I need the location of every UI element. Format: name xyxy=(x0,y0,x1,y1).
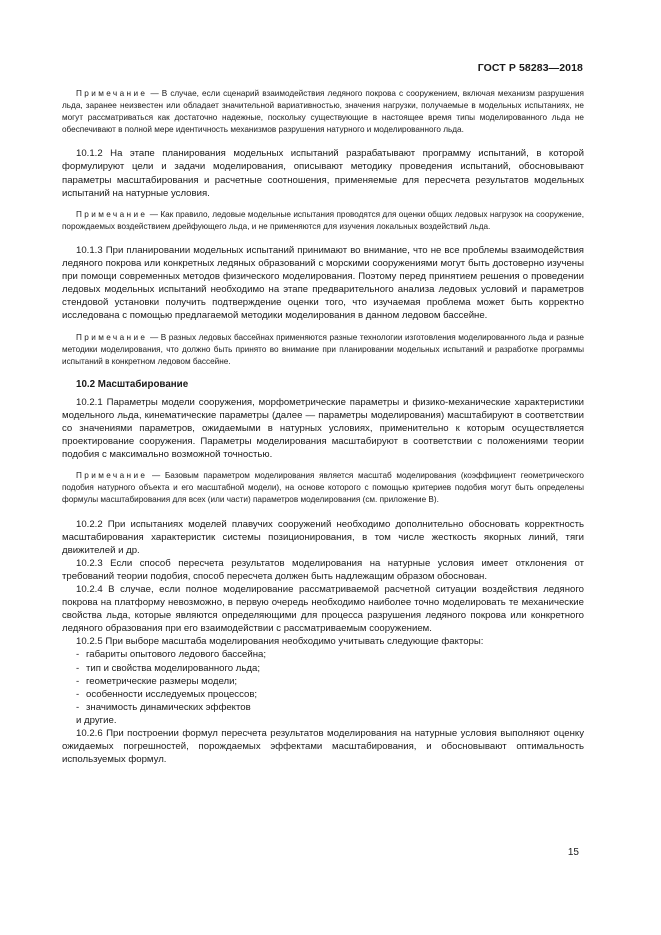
clause-10-2-4: 10.2.4 В случае, если полное моделирование рассматриваемой расчетной ситуации воздействия ледяного покрова на платформу невозможно, в первую очередь необходимо наиболее точно моделировать те механические свойства льда, которые являются определяющими для процесса разрушения ледяного покрова или конкретного ледяного образования при его взаимодействии с рассматриваемым сооружением. xyxy=(62,584,584,635)
clause-10-2-5: 10.2.5 При выборе масштаба моделирования необходимо учитывать следующие факторы: xyxy=(76,636,484,648)
note-3: Примечание — В разных ледовых бассейнах применяются разные технологии изготовления моделированного льда и разные методики моделирования, что должно быть принято во внимание при планировании модельных испытаний и разработке программы испытаний в конкретном ледовом бассейне. xyxy=(62,332,584,366)
clause-10-2-3: 10.2.3 Если способ пересчета результатов моделирования на натурные условия имеет отклонения от требований теории подобия, способ пересчета должен быть надлежащим образом обоснован. xyxy=(62,557,584,582)
list-item: - габариты опытового ледового бассейна; xyxy=(76,649,267,661)
page-content xyxy=(62,88,584,766)
factors-tail: и другие. xyxy=(76,714,117,726)
page-number: 15 xyxy=(567,847,579,858)
note-text: Базовым параметром моделирования является масштаб моделирования (коэффициент геометрического подобия натурного объекта и его масштабной модели), на основе которого с помощью критериев подобия могут быть определены формулы масштабирования для всех (или части) параметров моделирования (см. приложение В). xyxy=(62,471,584,505)
note-label: Примечание xyxy=(76,89,148,98)
clause-10-2-2: 10.2.2 При испытаниях моделей плавучих сооружений необходимо дополнительно обосновать корректность масштабирования характеристик системы позиционирования, в том числе жесткость якорных линий, тяги движителей и др. xyxy=(62,518,584,556)
clause-10-2-6: 10.2.6 При построении формул пересчета результатов моделирования на натурные условия выполняют оценку ожидаемых погрешностей, порождаемых эффектами масштабирования, и обосновывают оптимальность используемых формул. xyxy=(62,728,584,766)
note-4: Примечание — Базовым параметром моделирования является масштаб моделирования (коэффициент геометрического подобия натурного объекта и его масштабной модели), на основе которого с помощью критериев подобия могут быть определены формулы масштабирования для всех (или части) параметров моделирования (см. приложение В). xyxy=(62,471,584,505)
note-text: В случае, если сценарий взаимодействия ледяного покрова с сооружением, включая механизм разрушения льда, заранее неизвестен или обладает значительной вариативностью, значения нагрузки, получаемые в модельных испытаниях, не могут рассматриваться как достаточно надежные, поскольку существующие в настоящее время типы моделированного льда не обеспечивают в полной мере идентичность механизмов разрушения натурного и моделированного льда. xyxy=(62,89,584,135)
section-heading-10-2: 10.2 Масштабирование xyxy=(76,378,189,390)
clause-10-1-2: 10.1.2 На этапе планирования модельных испытаний разрабатывают программу испытаний, в которой формулируют цели и задачи моделирования, описывают методику проведения испытаний, обосновывают параметры масштабирования и расчетные соотношения, применяемые для пересчета результатов модельных испытаний на натурные условия. xyxy=(62,148,584,199)
note-label: Примечание xyxy=(76,471,148,481)
note-label: Примечание xyxy=(76,332,148,342)
list-item: - значимость динамических эффектов xyxy=(76,701,251,713)
list-item: - геометрические размеры модели; xyxy=(76,675,238,687)
note-label: Примечание xyxy=(76,209,148,219)
clause-10-2-1: 10.2.1 Параметры модели сооружения, морфометрические параметры и физико-механические характеристики модельного льда, кинематические параметры (далее — параметры моделирования) масштабируют в соответствии со значениями параметров, ожидаемыми в натурных условиях, применительно к которым осуществляется проектирование сооружения. Параметры моделирования масштабируют в соответствии с положениями теории подобия с максимально возможной точностью. xyxy=(62,396,584,461)
note-2: Примечание — Как правило, ледовые модельные испытания проводятся для оценки общих ледовых нагрузок на сооружение, порождаемых воздействием дрейфующего льда, и не применяются для изучения локальных воздействий льда. xyxy=(62,209,584,231)
list-item: - особенности исследуемых процессов; xyxy=(76,688,258,700)
clause-10-1-3: 10.1.3 При планировании модельных испытаний принимают во внимание, что не все проблемы взаимодействия ледяного покрова или конкретных ледяных образований с морскими сооружениями могут быть достоверно изучены при помощи современных методов физического моделирования. Поэтому перед принятием решения о проведении ледовых модельных испытаний необходимо на этапе предварительного анализа ледовых условий и параметров стендовой установки получить подтверждение оценки того, что изучаемая проблема может быть корректно исследована с помощью предлагаемой методики моделирования в данном ледовом бассейне. xyxy=(62,244,584,322)
document-header: ГОСТ Р 58283—2018 xyxy=(477,62,583,74)
factors-list xyxy=(62,648,584,713)
list-item: - тип и свойства моделированного льда; xyxy=(76,662,261,674)
note-text: Как правило, ледовые модельные испытания проводятся для оценки общих ледовых нагрузок на сооружение, порождаемых воздействием дрейфующего льда, и не применяются для изучения локальных воздействий льда. xyxy=(62,209,584,231)
note-1: Примечание — В случае, если сценарий взаимодействия ледяного покрова с сооружением, включая механизм разрушения льда, заранее неизвестен или обладает значительной вариативностью, значения нагрузки, получаемые в модельных испытаниях, не могут рассматриваться как достаточно надежные, поскольку существующие в настоящее время типы моделированного льда не обеспечивают в полной мере идентичность механизмов разрушения натурного и моделированного льда. xyxy=(62,89,584,135)
note-text: В разных ледовых бассейнах применяются разные технологии изготовления моделированного льда и разные методики моделирования, что должно быть принято во внимание при планировании модельных испытаний и разработке программы испытаний в конкретном ледовом бассейне. xyxy=(62,332,584,366)
